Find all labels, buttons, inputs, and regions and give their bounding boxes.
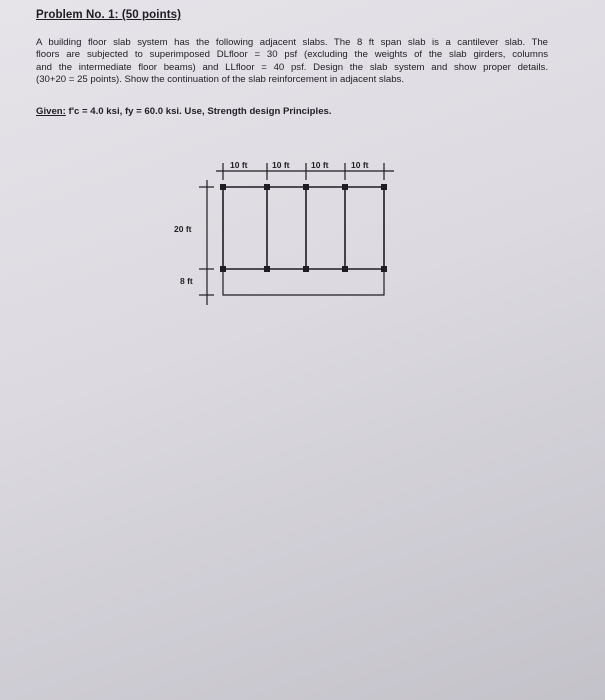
column-marker bbox=[303, 184, 309, 190]
statement-line-3: and the intermediate floor beams) and LLfloor = 40 psf. Design the slab system and show proper details. bbox=[36, 61, 548, 73]
cantilever-slab-outline bbox=[223, 269, 384, 295]
column-marker bbox=[342, 184, 348, 190]
column-marker bbox=[381, 184, 387, 190]
dim-label-2: 10 ft bbox=[272, 160, 290, 170]
column-marker bbox=[303, 266, 309, 272]
given-label: Given: bbox=[36, 106, 66, 117]
column-marker bbox=[342, 266, 348, 272]
column-marker bbox=[381, 266, 387, 272]
span-label-8ft: 8 ft bbox=[180, 276, 193, 286]
statement-line-1: A building floor slab system has the following adjacent slabs. The 8 ft span slab is a cantilever slab. The bbox=[36, 37, 548, 48]
column-marker bbox=[220, 266, 226, 272]
statement-line-4: (30+20 = 25 points). Show the continuation of the slab reinforcement in adjacent slabs. bbox=[36, 73, 404, 85]
dim-label-1: 10 ft bbox=[230, 160, 248, 170]
span-label-20ft: 20 ft bbox=[174, 224, 192, 234]
dim-label-4: 10 ft bbox=[351, 160, 369, 170]
dim-label-3: 10 ft bbox=[311, 160, 329, 170]
column-marker bbox=[220, 184, 226, 190]
problem-title: Problem No. 1: (50 points) bbox=[36, 9, 182, 21]
statement-line-2: floors are subjected to superimposed DLfloor = 30 psf (excluding the weights of the slab girders, columns bbox=[36, 49, 548, 61]
column-marker bbox=[264, 184, 270, 190]
column-marker bbox=[264, 266, 270, 272]
given-text: f'c = 4.0 ksi, fy = 60.0 ksi. Use, Strength design Principles. bbox=[65, 106, 332, 117]
